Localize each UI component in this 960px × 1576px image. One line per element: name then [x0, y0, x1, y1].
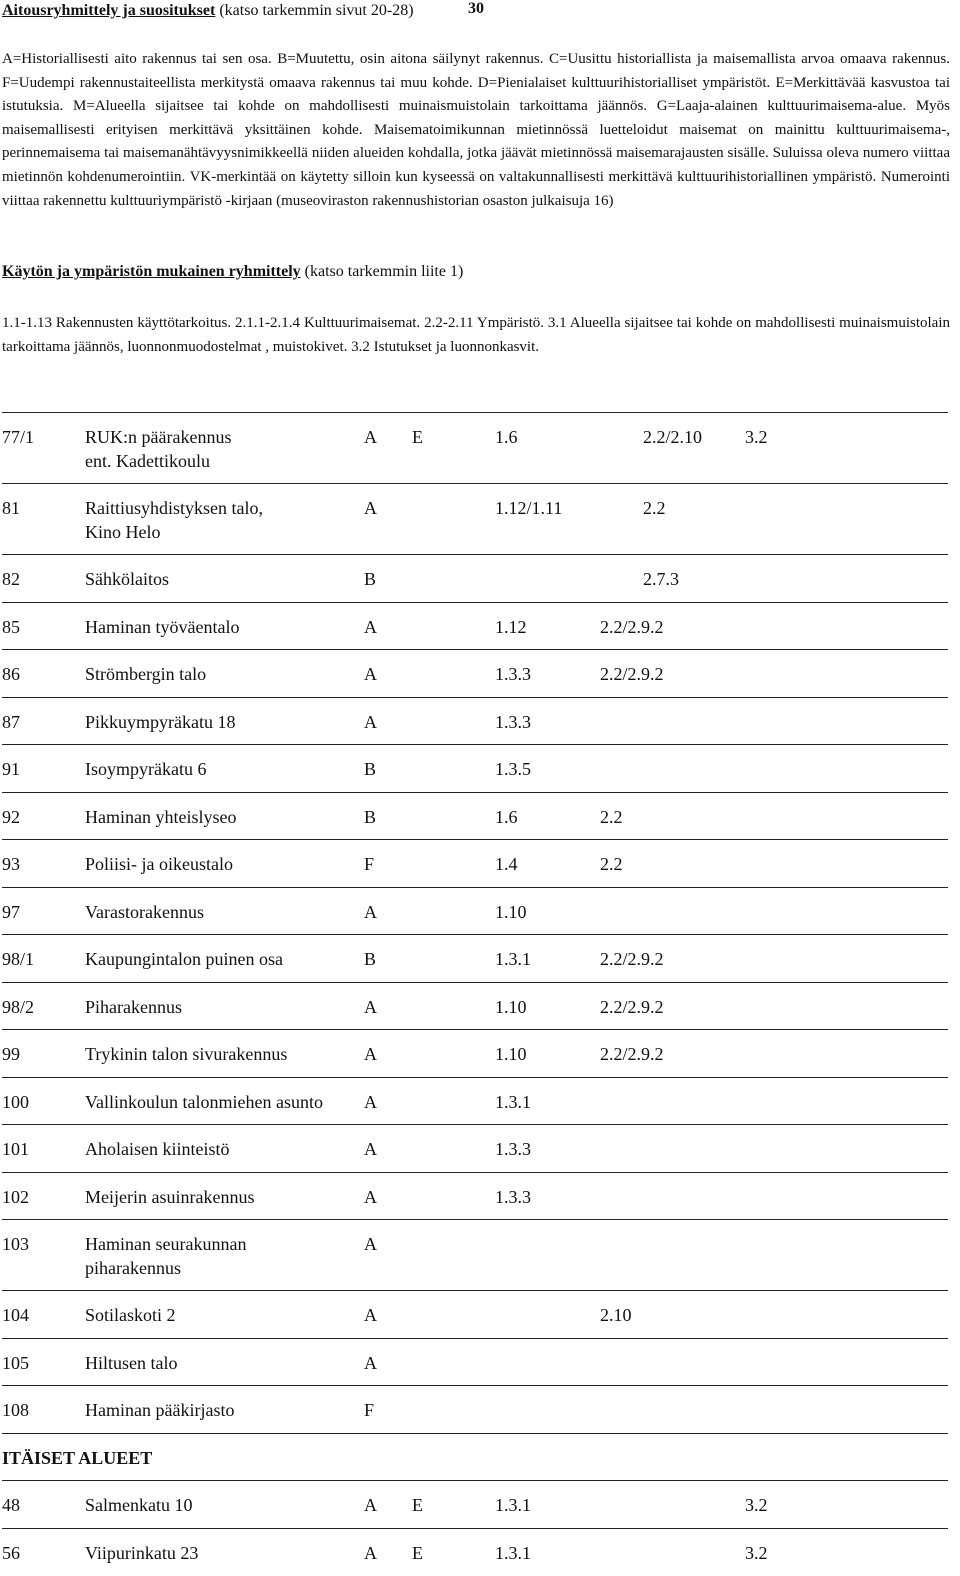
table-row-cls: A — [364, 1305, 377, 1325]
page-number: 30 — [468, 0, 484, 17]
table-row-no: 97 — [2, 901, 20, 922]
table-row-use: 1.10 — [495, 1044, 527, 1064]
table-row-use: 1.12 — [495, 616, 527, 637]
table-rule — [2, 1433, 948, 1434]
table-row-use: 1.3.5 — [495, 759, 531, 779]
table-row-env-a: 2.10 — [600, 1305, 632, 1325]
table-row-no: 82 — [2, 569, 20, 589]
table-row-use: 1.3.3 — [495, 1139, 531, 1159]
table-row-cls: B — [364, 569, 377, 589]
east-row-name: Salmenkatu 10 — [85, 1495, 193, 1515]
table-row-use: 1.6 — [495, 806, 518, 827]
table-rule — [2, 697, 948, 698]
table-row-no: 87 — [2, 711, 20, 732]
table-row-no: 98/1 — [2, 949, 35, 969]
usage-legend-paragraph: 1.1-1.13 Rakennusten käyttötarkoitus. 2.1.1-2.1.4 Kulttuurimaisemat. 2.2-2.11 Ympäristö. 3.1 Alueella sijaitsee tai kohde on mahdollisesti muinaismuistolain tarkoittama jäännös, luonnonmuodostelmat , muistokivet. 3.2 Istutukset ja luonnonkasvit. — [2, 315, 950, 355]
table-row-cls: A — [364, 427, 377, 447]
table-row-name: Haminan työväentalo — [85, 616, 240, 637]
table-row-cls: B — [364, 806, 377, 827]
table-row-no: 86 — [2, 664, 20, 684]
table-row-name: Poliisi- ja oikeustalo — [85, 854, 233, 874]
table-row-cls: A — [364, 1186, 377, 1207]
east-row-no: 48 — [2, 1495, 20, 1515]
table-row-no: 77/1 — [2, 427, 35, 447]
table-row-cls: A — [364, 664, 377, 684]
east-row-name: Viipurinkatu 23 — [85, 1542, 199, 1563]
table-row-name: Hiltusen talo — [85, 1352, 178, 1373]
table-rule — [2, 1480, 948, 1481]
table-row-cls: A — [364, 1352, 377, 1373]
table-row-name: Sotilaskoti 2 — [85, 1305, 176, 1325]
table-row-cls: B — [364, 759, 377, 779]
table-row-no: 91 — [2, 759, 20, 779]
table-row-env-a: 2.2/2.9.2 — [600, 1044, 664, 1064]
table-row-env-a: 2.2/2.9.2 — [600, 664, 664, 684]
table-row-no: 108 — [2, 1400, 29, 1420]
table-row-no: 99 — [2, 1044, 20, 1064]
table-row-no: 81 — [2, 498, 20, 518]
table-row-name: Haminan seurakunnan — [85, 1234, 247, 1254]
table-rule — [2, 1338, 948, 1339]
table-row-use: 1.10 — [495, 901, 527, 922]
table-rule — [2, 412, 948, 413]
table-row-env-b: 2.2/2.10 — [643, 427, 703, 447]
east-row-use: 1.3.1 — [495, 1542, 531, 1563]
table-row-name: Sähkölaitos — [85, 569, 169, 589]
table-row-no: 103 — [2, 1234, 29, 1254]
table-row-name: Trykinin talon sivurakennus — [85, 1044, 288, 1064]
table-row-env-b: 2.7.3 — [643, 569, 679, 589]
east-row-cls: A — [364, 1495, 377, 1515]
east-row-e: E — [412, 1495, 423, 1515]
table-rule — [2, 982, 948, 983]
table-row-use: 1.3.3 — [495, 1186, 531, 1207]
table-rule — [2, 934, 948, 935]
table-row-name: Varastorakennus — [85, 901, 204, 922]
table-row-name: Meijerin asuinrakennus — [85, 1186, 255, 1207]
east-row-e: E — [412, 1542, 423, 1563]
table-rule — [2, 1528, 948, 1529]
table-row-no: 102 — [2, 1186, 29, 1207]
table-row-no: 104 — [2, 1305, 29, 1325]
table-rule — [2, 1029, 948, 1030]
document-header — [2, 2, 414, 20]
table-row-use: 1.12/1.11 — [495, 498, 563, 518]
table-row-env-a: 2.2/2.9.2 — [600, 996, 664, 1017]
table-rule — [2, 1219, 948, 1220]
table-rule — [2, 1385, 948, 1386]
east-row-cls: A — [364, 1542, 377, 1563]
table-rule — [2, 887, 948, 888]
table-rule — [2, 1077, 948, 1078]
table-row-name: Kaupungintalon puinen osa — [85, 949, 283, 969]
table-row-no: 100 — [2, 1091, 29, 1112]
table-rule — [2, 602, 948, 603]
section-heading-east: ITÄISET ALUEET — [2, 1447, 153, 1468]
table-row-use: 1.3.1 — [495, 949, 531, 969]
table-row-name-line2: Kino Helo — [85, 522, 161, 542]
table-row-cls: A — [364, 1044, 377, 1064]
table-row-name: Haminan pääkirjasto — [85, 1400, 235, 1420]
table-rule — [2, 792, 948, 793]
table-row-e: E — [412, 427, 423, 447]
table-row-name: Raittiusyhdistyksen talo, — [85, 498, 263, 518]
table-row-no: 93 — [2, 854, 20, 874]
table-row-env-a: 2.2 — [600, 806, 623, 827]
table-row-env-a: 2.2/2.9.2 — [600, 616, 664, 637]
table-row-no: 98/2 — [2, 996, 35, 1017]
east-row-no: 56 — [2, 1542, 20, 1563]
table-row-cls: A — [364, 901, 377, 922]
table-row-use: 1.6 — [495, 427, 518, 447]
table-rule — [2, 1290, 948, 1291]
table-row-cls: A — [364, 1234, 377, 1254]
header-title: Aitousryhmittely ja suositukset — [2, 2, 216, 19]
table-row-cls: A — [364, 996, 377, 1017]
table-row-cls: A — [364, 616, 377, 637]
table-row-name-line2: ent. Kadettikoulu — [85, 451, 210, 471]
table-rule — [2, 839, 948, 840]
table-row-cls: A — [364, 711, 377, 732]
east-row-use: 1.3.1 — [495, 1495, 531, 1515]
table-rule — [2, 554, 948, 555]
table-rule — [2, 1124, 948, 1125]
table-row-name: Pikkuympyräkatu 18 — [85, 711, 236, 732]
table-row-no: 92 — [2, 806, 20, 827]
header-title-note: (katso tarkemmin sivut 20-28) — [219, 2, 414, 19]
table-row-name: Vallinkoulun talonmiehen asunto — [85, 1091, 323, 1112]
table-row-use: 1.3.3 — [495, 711, 531, 732]
table-row-name: Haminan yhteislyseo — [85, 806, 237, 827]
usage-grouping-title-note: (katso tarkemmin liite 1) — [304, 263, 464, 280]
table-rule — [2, 1172, 948, 1173]
table-row-no: 105 — [2, 1352, 29, 1373]
table-rule — [2, 744, 948, 745]
table-row-name: Piharakennus — [85, 996, 182, 1017]
table-rule — [2, 483, 948, 484]
table-row-plant: 3.2 — [745, 427, 768, 447]
table-row-env-a: 2.2 — [600, 854, 623, 874]
table-row-name: Aholaisen kiinteistö — [85, 1139, 230, 1159]
table-row-env-b: 2.2 — [643, 498, 666, 518]
table-row-cls: F — [364, 854, 375, 874]
usage-grouping-heading — [2, 263, 463, 281]
table-row-use: 1.3.3 — [495, 664, 531, 684]
table-row-cls: A — [364, 1091, 377, 1112]
table-row-name: Isoympyräkatu 6 — [85, 759, 207, 779]
east-row-plant: 3.2 — [745, 1542, 768, 1563]
usage-grouping-title: Käytön ja ympäristön mukainen ryhmittely — [2, 263, 301, 280]
classification-legend-paragraph: A=Historiallisesti aito rakennus tai sen osa. B=Muutettu, osin aitona säilynyt rakennus. C=Uusittu historiallista ja maisemallista arvoa omaava rakennus. F=Uudempi rakennustaiteellista merkitystä omaava rakennus tai muu kohde. D=Pienialaiset kulttuurihistorialliset ympäristöt. E=Merkittävää kasvustoa tai istutuksia. M=Alueella sijaitsee tai kohde on mahdollisesti muinaismuistolain tarkoittama jäännös. G=Laaja-alainen kulttuurimaisema-alue. Myös maisemallisesti erityisen merkittävä yksittäinen kohde. Maisematoimikunnan mietinnössä luetteloidut maisemat on mainittu kulttuurimaisema-, perinnemaisema tai maisemanähtävyysnimikkeellä niiden alueiden kohdalla, jotka jäävät mietinnössä maisemarajausten sisälle. Suluissa oleva numero viittaa mietinnön kohdenumerointiin. VK-merkintää on käytetty silloin kun kyseessä on valtakunnallisesti merkittävä kulttuurihistoriallinen ympäristö. Numerointi viittaa rakennettu kulttuuriympäristö -kirjaan (museoviraston rakennushistorian osaston julkaisuja 16) — [2, 51, 950, 209]
table-row-cls: A — [364, 1139, 377, 1159]
table-row-name: RUK:n päärakennus — [85, 427, 232, 447]
table-row-cls: A — [364, 498, 377, 518]
table-row-env-a: 2.2/2.9.2 — [600, 949, 664, 969]
table-row-no: 85 — [2, 616, 20, 637]
table-row-cls: B — [364, 949, 377, 969]
table-row-cls: F — [364, 1400, 375, 1420]
table-row-name-line2: piharakennus — [85, 1258, 181, 1278]
table-rule — [2, 649, 948, 650]
table-row-use: 1.3.1 — [495, 1091, 531, 1112]
table-row-use: 1.4 — [495, 854, 518, 874]
east-row-plant: 3.2 — [745, 1495, 768, 1515]
table-row-no: 101 — [2, 1139, 29, 1159]
table-row-use: 1.10 — [495, 996, 527, 1017]
table-row-name: Strömbergin talo — [85, 664, 207, 684]
